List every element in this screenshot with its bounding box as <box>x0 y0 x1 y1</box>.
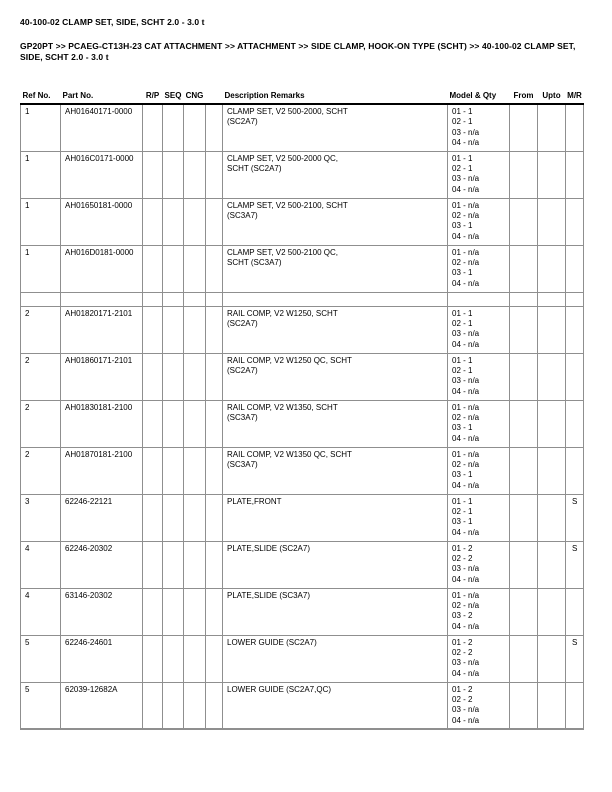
description-cell: LOWER GUIDE (SC2A7,QC) <box>223 682 448 729</box>
table-row <box>21 104 584 151</box>
column-header-model-qty: Model & Qty <box>448 84 510 104</box>
note-cell <box>206 353 223 400</box>
upto-cell <box>538 400 566 447</box>
part-no-cell: 62039-12682A <box>61 682 143 729</box>
model-qty-cell: 01 - n/a 02 - n/a 03 - 1 04 - n/a <box>448 400 510 447</box>
from-cell <box>510 245 538 292</box>
ref-no-cell: 2 <box>21 353 61 400</box>
note-cell <box>206 541 223 588</box>
rp-cell <box>143 353 163 400</box>
mr-cell: S <box>566 635 584 682</box>
model-qty-cell <box>448 292 510 306</box>
ref-no-cell: 1 <box>21 151 61 198</box>
rp-cell <box>143 198 163 245</box>
part-no-cell <box>61 292 143 306</box>
part-no-cell: 62246-24601 <box>61 635 143 682</box>
cng-cell <box>184 353 206 400</box>
upto-cell <box>538 292 566 306</box>
table-row <box>21 541 584 588</box>
rp-cell <box>143 541 163 588</box>
column-header-rp: R/P <box>143 84 163 104</box>
note-cell <box>206 400 223 447</box>
cng-cell <box>184 151 206 198</box>
seq-cell <box>163 447 184 494</box>
model-qty-cell: 01 - n/a 02 - n/a 03 - 1 04 - n/a <box>448 447 510 494</box>
parts-table <box>20 84 584 730</box>
cng-cell <box>184 292 206 306</box>
description-cell: RAIL COMP, V2 W1350 QC, SCHT (SC3A7) <box>223 447 448 494</box>
description-cell: CLAMP SET, V2 500-2000, SCHT (SC2A7) <box>223 104 448 151</box>
upto-cell <box>538 151 566 198</box>
table-row <box>21 198 584 245</box>
spacer-row <box>21 292 584 306</box>
part-no-cell: AH016C0171-0000 <box>61 151 143 198</box>
mr-cell <box>566 292 584 306</box>
part-no-cell: AH01820171-2101 <box>61 306 143 353</box>
part-no-cell: AH016D0181-0000 <box>61 245 143 292</box>
ref-no-cell: 2 <box>21 306 61 353</box>
table-row <box>21 635 584 682</box>
mr-cell <box>566 151 584 198</box>
model-qty-cell: 01 - n/a 02 - n/a 03 - 1 04 - n/a <box>448 198 510 245</box>
description-cell: CLAMP SET, V2 500-2100, SCHT (SC3A7) <box>223 198 448 245</box>
seq-cell <box>163 541 184 588</box>
rp-cell <box>143 400 163 447</box>
rp-cell <box>143 245 163 292</box>
from-cell <box>510 306 538 353</box>
column-header-blank <box>206 84 223 104</box>
column-header-seq: SEQ <box>163 84 184 104</box>
cng-cell <box>184 588 206 635</box>
model-qty-cell: 01 - 2 02 - 2 03 - n/a 04 - n/a <box>448 541 510 588</box>
mr-cell <box>566 400 584 447</box>
seq-cell <box>163 494 184 541</box>
seq-cell <box>163 104 184 151</box>
note-cell <box>206 292 223 306</box>
rp-cell <box>143 292 163 306</box>
from-cell <box>510 292 538 306</box>
page-title: 40-100-02 CLAMP SET, SIDE, SCHT 2.0 - 3.0 t <box>20 17 205 27</box>
model-qty-cell: 01 - n/a 02 - n/a 03 - 2 04 - n/a <box>448 588 510 635</box>
column-header-mr: M/R <box>566 84 584 104</box>
column-header-part-no: Part No. <box>61 84 143 104</box>
table-row <box>21 400 584 447</box>
rp-cell <box>143 588 163 635</box>
upto-cell <box>538 588 566 635</box>
upto-cell <box>538 104 566 151</box>
note-cell <box>206 198 223 245</box>
table-row <box>21 494 584 541</box>
part-no-cell: AH01640171-0000 <box>61 104 143 151</box>
upto-cell <box>538 635 566 682</box>
note-cell <box>206 588 223 635</box>
seq-cell <box>163 245 184 292</box>
from-cell <box>510 104 538 151</box>
from-cell <box>510 635 538 682</box>
upto-cell <box>538 245 566 292</box>
description-cell: PLATE,FRONT <box>223 494 448 541</box>
mr-cell: S <box>566 541 584 588</box>
seq-cell <box>163 306 184 353</box>
from-cell <box>510 447 538 494</box>
from-cell <box>510 198 538 245</box>
mr-cell <box>566 245 584 292</box>
ref-no-cell: 3 <box>21 494 61 541</box>
part-no-cell: AH01860171-2101 <box>61 353 143 400</box>
rp-cell <box>143 306 163 353</box>
seq-cell <box>163 588 184 635</box>
mr-cell <box>566 588 584 635</box>
table-row <box>21 447 584 494</box>
table-header-row <box>21 84 584 104</box>
description-cell: CLAMP SET, V2 500-2100 QC, SCHT (SC3A7) <box>223 245 448 292</box>
breadcrumb: GP20PT >> PCAEG-CT13H-23 CAT ATTACHMENT >> ATTACHMENT >> SIDE CLAMP, HOOK-ON TYPE (SCHT) >> 40-100-02 CLAMP SET, SIDE, SCHT 2.0 - 3.0 t <box>20 41 576 62</box>
column-header-description: Description Remarks <box>223 84 448 104</box>
description-cell: RAIL COMP, V2 W1350, SCHT (SC3A7) <box>223 400 448 447</box>
note-cell <box>206 682 223 729</box>
description-cell: PLATE,SLIDE (SC3A7) <box>223 588 448 635</box>
ref-no-cell: 1 <box>21 245 61 292</box>
cng-cell <box>184 635 206 682</box>
table-row <box>21 245 584 292</box>
cng-cell <box>184 104 206 151</box>
upto-cell <box>538 447 566 494</box>
upto-cell <box>538 306 566 353</box>
cng-cell <box>184 494 206 541</box>
ref-no-cell: 2 <box>21 400 61 447</box>
table-row <box>21 588 584 635</box>
note-cell <box>206 245 223 292</box>
from-cell <box>510 541 538 588</box>
upto-cell <box>538 541 566 588</box>
description-cell <box>223 292 448 306</box>
from-cell <box>510 682 538 729</box>
model-qty-cell: 01 - 2 02 - 2 03 - n/a 04 - n/a <box>448 682 510 729</box>
column-header-cng: CNG <box>184 84 206 104</box>
part-no-cell: AH01830181-2100 <box>61 400 143 447</box>
ref-no-cell: 2 <box>21 447 61 494</box>
seq-cell <box>163 151 184 198</box>
upto-cell <box>538 682 566 729</box>
cng-cell <box>184 245 206 292</box>
column-header-from: From <box>510 84 538 104</box>
note-cell <box>206 635 223 682</box>
table-row <box>21 353 584 400</box>
from-cell <box>510 353 538 400</box>
seq-cell <box>163 292 184 306</box>
part-no-cell: 62246-20302 <box>61 541 143 588</box>
seq-cell <box>163 353 184 400</box>
rp-cell <box>143 104 163 151</box>
column-header-upto: Upto <box>538 84 566 104</box>
part-no-cell: 63146-20302 <box>61 588 143 635</box>
model-qty-cell: 01 - 1 02 - 1 03 - n/a 04 - n/a <box>448 306 510 353</box>
model-qty-cell: 01 - 1 02 - 1 03 - n/a 04 - n/a <box>448 104 510 151</box>
upto-cell <box>538 353 566 400</box>
mr-cell <box>566 447 584 494</box>
description-cell: RAIL COMP, V2 W1250, SCHT (SC2A7) <box>223 306 448 353</box>
model-qty-cell: 01 - 2 02 - 2 03 - n/a 04 - n/a <box>448 635 510 682</box>
table-row <box>21 151 584 198</box>
mr-cell <box>566 198 584 245</box>
cng-cell <box>184 682 206 729</box>
upto-cell <box>538 198 566 245</box>
description-cell: CLAMP SET, V2 500-2000 QC, SCHT (SC2A7) <box>223 151 448 198</box>
ref-no-cell <box>21 292 61 306</box>
note-cell <box>206 104 223 151</box>
seq-cell <box>163 400 184 447</box>
rp-cell <box>143 635 163 682</box>
model-qty-cell: 01 - 1 02 - 1 03 - n/a 04 - n/a <box>448 151 510 198</box>
cng-cell <box>184 447 206 494</box>
rp-cell <box>143 447 163 494</box>
description-cell: LOWER GUIDE (SC2A7) <box>223 635 448 682</box>
mr-cell <box>566 682 584 729</box>
cng-cell <box>184 306 206 353</box>
model-qty-cell: 01 - 1 02 - 1 03 - n/a 04 - n/a <box>448 353 510 400</box>
note-cell <box>206 151 223 198</box>
ref-no-cell: 4 <box>21 588 61 635</box>
description-cell: PLATE,SLIDE (SC2A7) <box>223 541 448 588</box>
cng-cell <box>184 198 206 245</box>
note-cell <box>206 494 223 541</box>
rp-cell <box>143 682 163 729</box>
parts-table-body <box>21 104 584 729</box>
ref-no-cell: 4 <box>21 541 61 588</box>
cng-cell <box>184 541 206 588</box>
part-no-cell: 62246-22121 <box>61 494 143 541</box>
description-cell: RAIL COMP, V2 W1250 QC, SCHT (SC2A7) <box>223 353 448 400</box>
mr-cell <box>566 353 584 400</box>
ref-no-cell: 5 <box>21 682 61 729</box>
seq-cell <box>163 682 184 729</box>
note-cell <box>206 447 223 494</box>
from-cell <box>510 151 538 198</box>
column-header-ref-no: Ref No. <box>21 84 61 104</box>
from-cell <box>510 400 538 447</box>
rp-cell <box>143 151 163 198</box>
mr-cell <box>566 306 584 353</box>
ref-no-cell: 1 <box>21 198 61 245</box>
from-cell <box>510 494 538 541</box>
ref-no-cell: 1 <box>21 104 61 151</box>
mr-cell <box>566 104 584 151</box>
seq-cell <box>163 198 184 245</box>
table-row <box>21 682 584 729</box>
cng-cell <box>184 400 206 447</box>
part-no-cell: AH01650181-0000 <box>61 198 143 245</box>
model-qty-cell: 01 - n/a 02 - n/a 03 - 1 04 - n/a <box>448 245 510 292</box>
part-no-cell: AH01870181-2100 <box>61 447 143 494</box>
rp-cell <box>143 494 163 541</box>
seq-cell <box>163 635 184 682</box>
mr-cell: S <box>566 494 584 541</box>
upto-cell <box>538 494 566 541</box>
note-cell <box>206 306 223 353</box>
table-row <box>21 306 584 353</box>
ref-no-cell: 5 <box>21 635 61 682</box>
from-cell <box>510 588 538 635</box>
model-qty-cell: 01 - 1 02 - 1 03 - 1 04 - n/a <box>448 494 510 541</box>
